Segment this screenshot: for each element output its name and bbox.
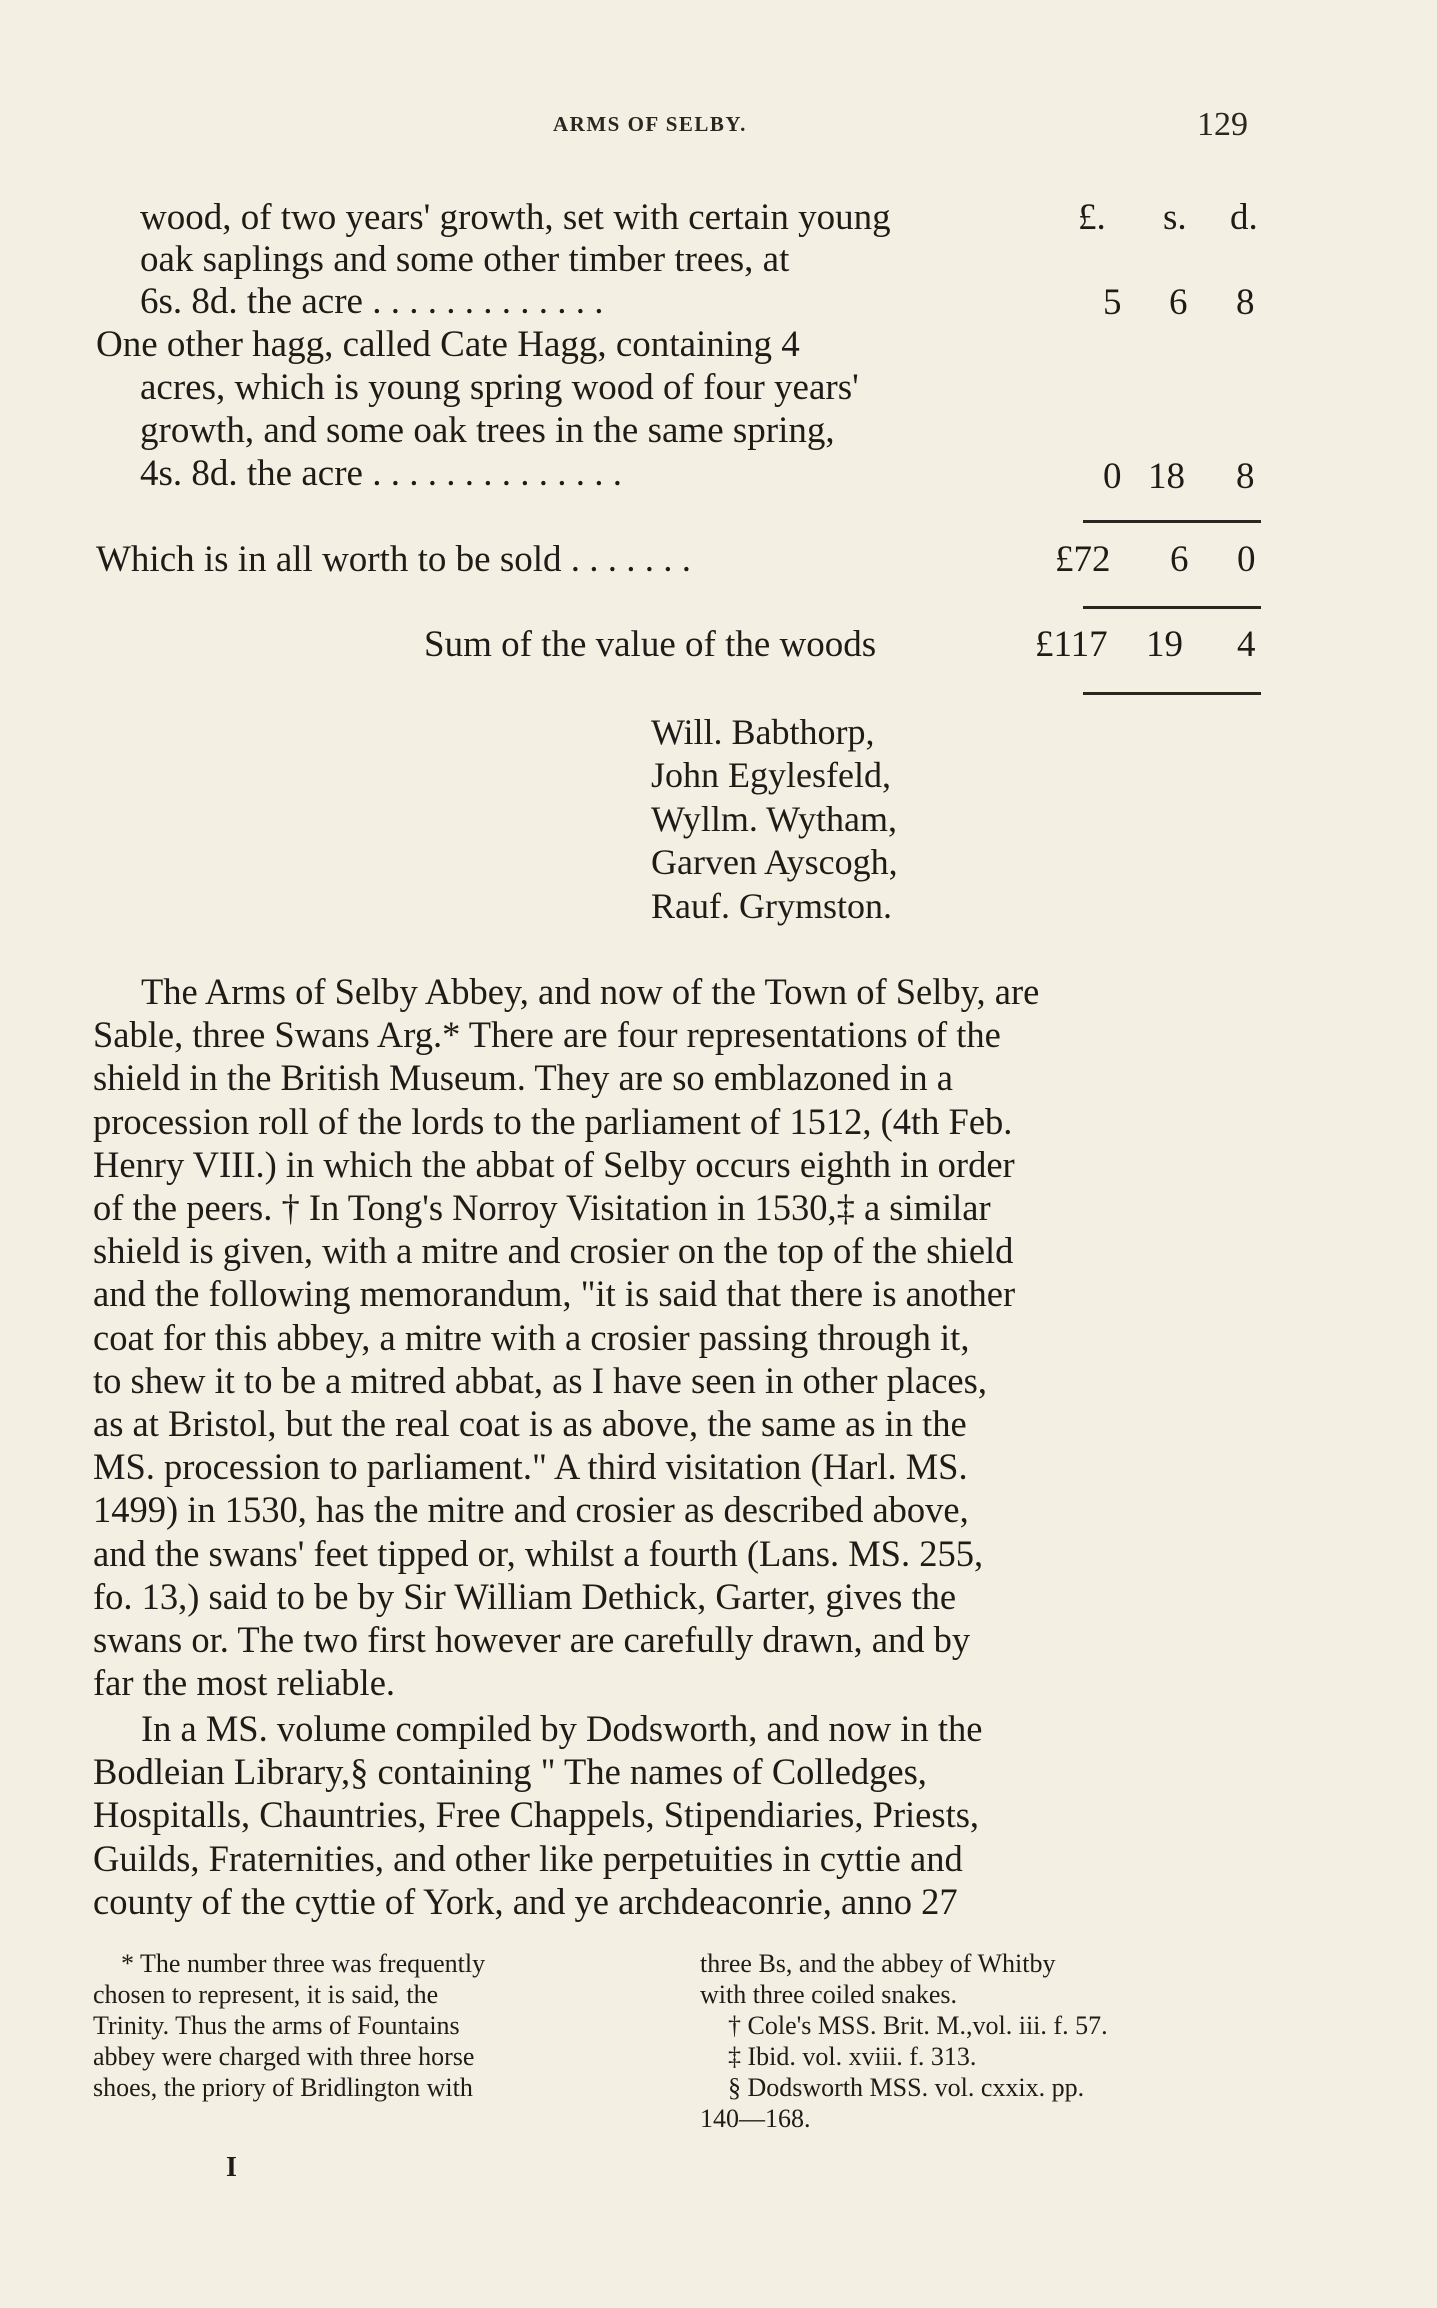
ledger-text-line: oak saplings and some other timber trees, at (140, 239, 790, 280)
sum-rule (1083, 692, 1261, 695)
ledger-text-line: wood, of two years' growth, set with certain young (140, 197, 891, 238)
footnote-line: * The number three was frequently (121, 1949, 486, 1978)
signatory-name: Will. Babthorp, (651, 712, 875, 752)
signatory-name: John Egylesfeld, (651, 755, 891, 795)
footnote-line: with three coiled snakes. (700, 1980, 958, 2009)
text-line: shield in the British Museum. They are so emblazoned in a (93, 1057, 953, 1099)
text-line: coat for this abbey, a mitre with a crosier passing through it, (93, 1316, 970, 1358)
footnote-line: three Bs, and the abbey of Whitby (700, 1949, 1056, 1978)
footnote-line: shoes, the priory of Bridlington with (93, 2073, 473, 2102)
footnote-line: Trinity. Thus the arms of Fountains (93, 2011, 460, 2040)
total-sold-shillings: 6 (1170, 539, 1189, 580)
ledger-text-line: growth, and some oak trees in the same spring, (140, 410, 835, 451)
running-title: ARMS OF SELBY. (553, 112, 747, 136)
amount-shillings: 6 (1169, 282, 1188, 323)
ledger-text-line: One other hagg, called Cate Hagg, containing 4 (96, 324, 800, 365)
footnote-line: ‡ Ibid. vol. xviii. f. 313. (728, 2042, 977, 2071)
amount-pence: 8 (1236, 456, 1255, 497)
sum-woods-pence: 4 (1237, 624, 1256, 665)
text-line: procession roll of the lords to the parliament of 1512, (4th Feb. (93, 1100, 1013, 1142)
footnotes-left (93, 1948, 653, 2103)
text-line: Bodleian Library,§ containing " The names of Colledges, (93, 1751, 927, 1793)
signatory-name: Garven Ayscogh, (651, 842, 898, 882)
ledger-text-line: 4s. 8d. the acre . . . . . . . . . . . . . . (140, 453, 622, 494)
text-line: as at Bristol, but the real coat is as above, the same as in the (93, 1403, 967, 1445)
ledger-text-line: 6s. 8d. the acre . . . . . . . . . . . . . (140, 281, 604, 322)
text-line: and the swans' feet tipped or, whilst a fourth (Lans. MS. 255, (93, 1532, 984, 1574)
sum-woods-label: Sum of the value of the woods (424, 624, 877, 665)
text-line: The Arms of Selby Abbey, and now of the Town of Selby, are (141, 971, 1040, 1012)
amount-pounds: 5 (1103, 282, 1122, 323)
text-line: Sable, three Swans Arg.* There are four representations of the (93, 1014, 1001, 1056)
body-paragraph-dodsworth (93, 1707, 1253, 1923)
sum-woods-shillings: 19 (1146, 624, 1183, 665)
signatory-name: Wyllm. Wytham, (651, 799, 897, 839)
total-sold-label: Which is in all worth to be sold . . . . . . . (96, 539, 692, 580)
text-line: swans or. The two first however are carefully drawn, and by (93, 1619, 971, 1661)
footnote-line: 140—168. (700, 2104, 811, 2133)
text-line: In a MS. volume compiled by Dodsworth, and now in the (141, 1708, 983, 1749)
total-sold-pence: 0 (1237, 539, 1256, 580)
footnote-line: chosen to represent, it is said, the (93, 1980, 439, 2009)
signatory-name: Rauf. Grymston. (651, 886, 892, 926)
body-paragraph-arms (93, 970, 1253, 1704)
footnote-line: abbey were charged with three horse (93, 2042, 475, 2071)
total-sold-pounds: £72 (1055, 539, 1111, 580)
footnotes-right (700, 1948, 1260, 2134)
text-line: Henry VIII.) in which the abbat of Selby occurs eighth in order (93, 1143, 1015, 1185)
footnote-line: † Cole's MSS. Brit. M.,vol. iii. f. 57. (728, 2011, 1108, 2040)
footnote-line: § Dodsworth MSS. vol. cxxix. pp. (728, 2073, 1085, 2102)
text-line: fo. 13,) said to be by Sir William Dethick, Garter, gives the (93, 1575, 957, 1617)
text-line: of the peers. † In Tong's Norroy Visitation in 1530,‡ a similar (93, 1187, 991, 1229)
text-line: shield is given, with a mitre and crosier on the top of the shield (93, 1230, 1014, 1272)
text-line: and the following memorandum, "it is said that there is another (93, 1273, 1016, 1315)
sum-woods-pounds: £117 (1035, 624, 1108, 665)
text-line: Guilds, Fraternities, and other like perpetuities in cyttie and (93, 1837, 963, 1879)
amount-shillings: 18 (1148, 456, 1185, 497)
currency-header-shillings: s. (1163, 197, 1187, 238)
sum-rule (1083, 520, 1261, 523)
page-number: 129 (1197, 106, 1248, 143)
amount-pounds: 0 (1103, 456, 1122, 497)
ledger-text-line: acres, which is young spring wood of four years' (140, 367, 859, 408)
sum-rule (1083, 606, 1261, 609)
text-line: county of the cyttie of York, and ye archdeaconrie, anno 27 (93, 1880, 958, 1922)
text-line: far the most reliable. (93, 1662, 396, 1704)
amount-pence: 8 (1236, 282, 1255, 323)
text-line: to shew it to be a mitred abbat, as I have seen in other places, (93, 1359, 987, 1401)
text-line: 1499) in 1530, has the mitre and crosier as described above, (93, 1489, 969, 1531)
printer-signature-mark: I (226, 2152, 237, 2183)
text-line: Hospitalls, Chauntries, Free Chappels, Stipendiaries, Priests, (93, 1794, 980, 1836)
text-line: MS. procession to parliament." A third visitation (Harl. MS. (93, 1446, 968, 1488)
currency-header-pounds: £. (1078, 197, 1106, 238)
currency-header-pence: d. (1230, 197, 1258, 238)
